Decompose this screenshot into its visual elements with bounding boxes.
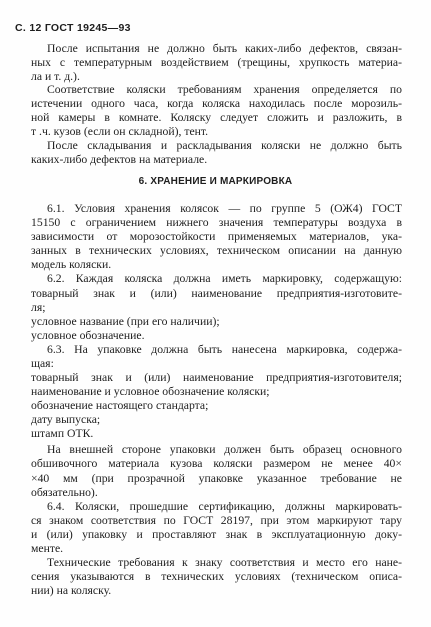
text-line: обязательно). xyxy=(31,486,98,499)
text-line: На внешней стороне упаковки должен быть образец основного xyxy=(47,443,402,456)
text-line: каких-либо дефектов на материале. xyxy=(31,153,208,166)
text-line: условное обозначение. xyxy=(31,329,145,342)
text-line: 15150 с ограничением нижнего значения температуры воздуха в xyxy=(31,216,402,229)
text-line: зависимости от морозостойкости применяемых материалов, ука- xyxy=(31,230,402,243)
text-line: ля; xyxy=(31,301,46,314)
text-line: штамп ОТК. xyxy=(31,427,94,440)
text-line: модель коляски. xyxy=(31,258,112,271)
text-line: занных в технических условиях, техническом описании на данную xyxy=(31,244,402,257)
text-line: ла и т. д.). xyxy=(31,70,80,83)
text-line: 6.4. Коляски, прошедшие сертификацию, должны маркировать- xyxy=(47,500,402,513)
page-header: С. 12 ГОСТ 19245—93 xyxy=(15,22,131,34)
text-line: 6.3. На упаковке должна быть нанесена маркировка, содержа- xyxy=(47,343,402,356)
text-line: После испытания не должно быть каких-либо дефектов, связан- xyxy=(47,42,402,55)
text-line: т .ч. кузов (если он складной), тент. xyxy=(31,125,209,138)
text-line: После складывания и раскладывания коляски не должно быть xyxy=(47,139,402,152)
text-line: ся знаком соответствия по ГОСТ 28197, при этом маркируют тару xyxy=(31,514,402,527)
text-line: обшивочного материала кузова коляски размером не менее 40× xyxy=(31,457,402,470)
text-line: 6.1. Условия хранения колясок — по группе 5 (ОЖ4) ГОСТ xyxy=(47,202,402,215)
text-line: нии) на коляску. xyxy=(31,584,112,597)
text-line: ×40 мм (при прозрачной упаковке указанное требование не xyxy=(31,472,402,485)
text-line: 6.2. Каждая коляска должна иметь маркировку, содержащую: xyxy=(47,272,402,285)
text-line: наименование и условное обозначение коляски; xyxy=(31,385,270,398)
text-line: и (или) упаковку и проставляют знак в эксплуатационную доку- xyxy=(31,528,402,541)
text-line: товарный знак и (или) наименование предприятия-изготовителя; xyxy=(31,371,402,384)
text-line: дату выпуска; xyxy=(31,413,101,426)
text-line: ных с температурным воздействием (трещины, хрупкость материа- xyxy=(31,56,402,69)
text-line: менте. xyxy=(31,542,64,555)
text-line: истечении одного часа, когда коляска находилась после морозиль- xyxy=(31,97,402,110)
text-line: сения указываются в технических условиях (техническом описа- xyxy=(31,570,402,583)
section-heading: 6. ХРАНЕНИЕ И МАРКИРОВКА xyxy=(138,176,293,187)
text-line: Технические требования к знаку соответствия и место его нане- xyxy=(47,556,402,569)
text-line: условное название (при его наличии); xyxy=(31,315,220,328)
text-line: щая: xyxy=(31,357,54,370)
text-line: ной камеры в комнате. Коляску следует сложить и разложить, в xyxy=(31,111,402,124)
text-line: Соответствие коляски требованиям хранения определяется по xyxy=(47,83,402,96)
text-line: товарный знак и (или) наименование предприятия-изготовите- xyxy=(31,287,402,300)
text-line: обозначение настоящего стандарта; xyxy=(31,399,209,412)
